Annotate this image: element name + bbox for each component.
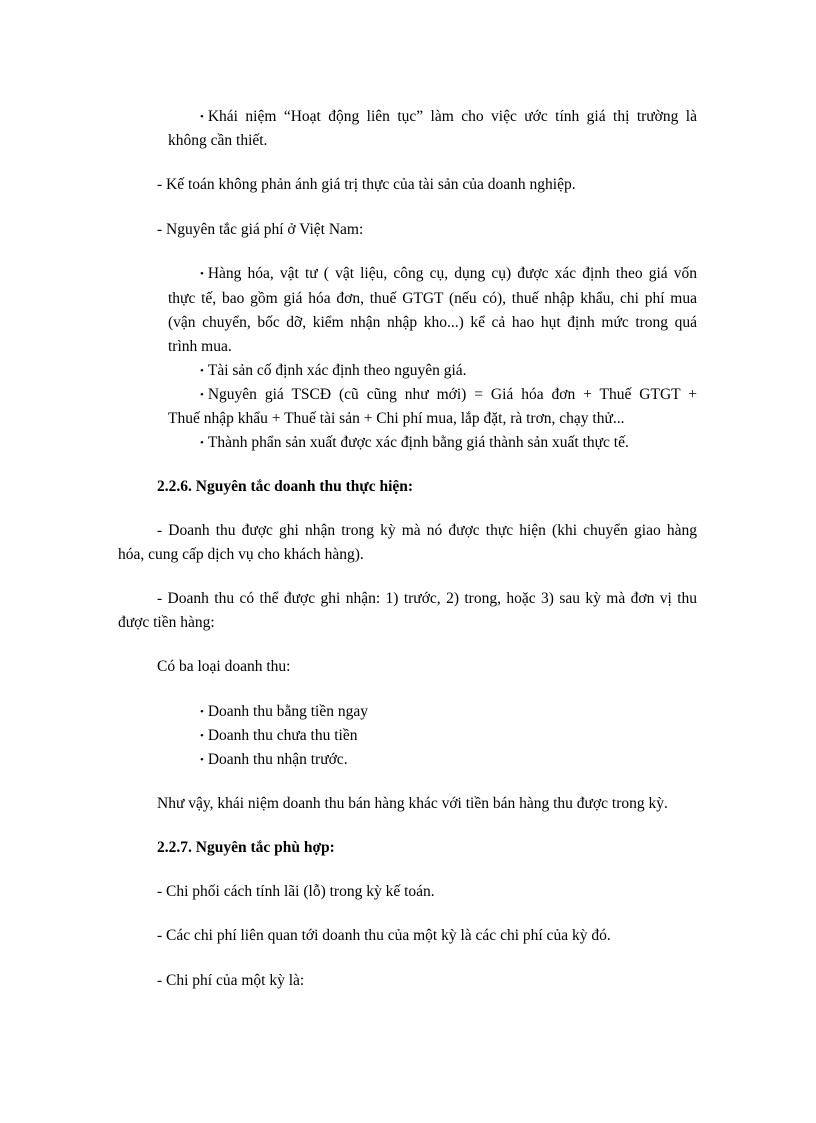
fixed-asset-cost-text-1: Nguyên giá TSCĐ (cũ cũng như mới) = Giá hóa đơn + Thuế GTGT + [207,386,697,403]
revenue-recognition-para1-line2: hóa, cung cấp dịch vụ cho khách hàng). [118,546,364,563]
fixed-assets-bullet [200,361,467,381]
bullet-icon: • [200,111,204,123]
bullet-icon: • [200,754,204,766]
section-heading-2-2-7: 2.2.7. Nguyên tắc phù hợp: [157,839,335,856]
goods-materials-bullet-line1 [200,264,697,284]
three-revenue-types-intro: Có ba loại doanh thu: [157,658,291,675]
section-heading-2-2-6: 2.2.6. Nguyên tắc doanh thu thực hiện: [157,478,414,495]
profit-calculation-paragraph: - Chi phối cách tính lãi (lỗ) trong kỳ kế toán. [157,883,435,900]
cost-principle-vietnam-paragraph: - Nguyên tắc giá phí ở Việt Nam: [157,221,364,238]
fixed-asset-cost-bullet-line1 [200,385,697,405]
bullet-icon: • [200,437,204,449]
revenue-type-item [200,750,348,770]
goods-materials-text-1: Hàng hóa, vật tư ( vật liệu, công cụ, dụng cụ) được xác định theo giá vốn [207,265,697,282]
bullet-icon: • [200,389,204,401]
revenue-type-text: Doanh thu bằng tiền ngay [207,703,368,720]
revenue-type-item [200,726,357,746]
bullet-icon: • [200,268,204,280]
revenue-recognition-para2-line1: - Doanh thu có thể được ghi nhận: 1) trước, 2) trong, hoặc 3) sau kỳ mà đơn vị thu [157,590,697,607]
going-concern-text-1: Khái niệm “Hoạt động liên tục” làm cho việc ước tính giá thị trường là [207,108,697,125]
goods-materials-bullet-line2: thực tế, bao gồm giá hóa đơn, thuế GTGT (nếu có), thuế nhập khẩu, chi phí mua [168,290,697,307]
accounting-not-reflect-paragraph: - Kế toán không phản ánh giá trị thực của tài sản của doanh nghiệp. [157,176,576,193]
revenue-type-text: Doanh thu chưa thu tiền [207,727,358,744]
fixed-asset-cost-bullet-line2: Thuế nhập khẩu + Thuế tài sản + Chi phí mua, lắp đặt, rà trơn, chạy thử... [168,410,625,427]
fixed-assets-text: Tài sản cố định xác định theo nguyên giá. [207,362,467,379]
bullet-icon: • [200,730,204,742]
finished-goods-text: Thành phẩn sản xuất được xác định bằng giá thành sản xuất thực tế. [207,434,629,451]
revenue-type-item [200,702,368,722]
related-expenses-paragraph: - Các chi phí liên quan tới doanh thu của một kỳ là các chi phí của kỳ đó. [157,927,611,944]
revenue-type-text: Doanh thu nhận trước. [207,751,348,768]
bullet-icon: • [200,365,204,377]
revenue-recognition-para2-line2: được tiền hàng: [118,614,215,631]
finished-goods-bullet [200,433,629,453]
revenue-vs-cash-paragraph: Như vậy, khái niệm doanh thu bán hàng khác với tiền bán hàng thu được trong kỳ. [157,795,668,812]
going-concern-bullet-line2: không cần thiết. [168,132,268,149]
goods-materials-bullet-line3: (vận chuyển, bốc dỡ, kiểm nhận nhập kho...) kể cả hao hụt định mức trong quá [168,314,697,331]
revenue-recognition-para1-line1: - Doanh thu được ghi nhận trong kỳ mà nó được thực hiện (khi chuyển giao hàng [157,522,697,539]
bullet-icon: • [200,706,204,718]
goods-materials-bullet-line4: trình mua. [168,338,232,355]
going-concern-bullet-line1 [200,107,697,127]
period-expenses-paragraph: - Chi phí của một kỳ là: [157,972,305,989]
